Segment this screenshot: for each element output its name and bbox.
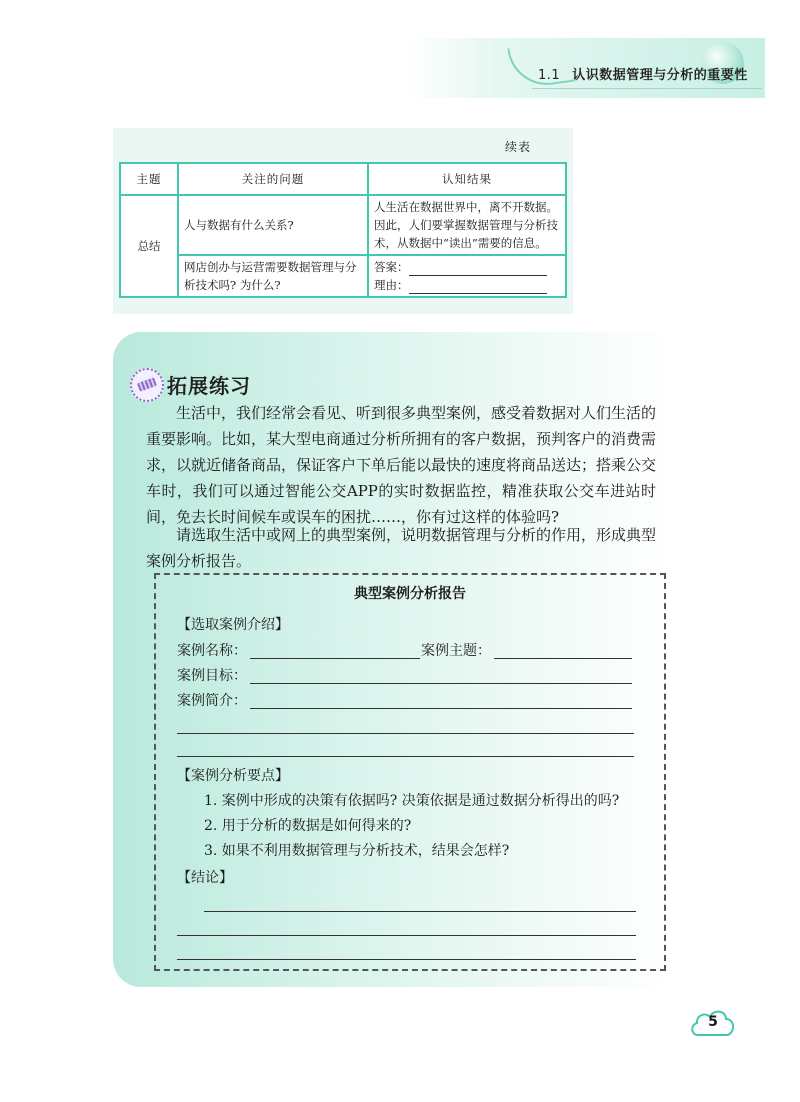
keyboard-icon xyxy=(130,368,164,402)
case-intro-blank-2[interactable] xyxy=(177,733,634,734)
table-header-row xyxy=(120,163,566,195)
section-title: 认识数据管理与分析的重要性 xyxy=(572,68,748,83)
table-row xyxy=(120,195,566,255)
reason-label: 理由： xyxy=(374,278,409,292)
header-underline xyxy=(532,88,762,89)
section-conclusion: 【结论】 xyxy=(177,870,233,886)
continued-label: 续表 xyxy=(505,140,532,154)
analysis-point-1: 1. 案例中形成的决策有依据吗? 决策依据是通过数据分析得出的吗? xyxy=(204,793,620,809)
exercise-paragraph-2: 请选取生活中或网上的典型案例，说明数据管理与分析的作用，形成典型案例分析报告。 xyxy=(146,526,657,570)
case-goal-label: 案例目标： xyxy=(177,668,247,684)
conclusion-blank-3[interactable] xyxy=(177,959,636,960)
case-goal-blank[interactable] xyxy=(250,683,632,684)
section-header xyxy=(538,64,748,83)
case-name-blank[interactable] xyxy=(250,658,420,659)
report-title: 典型案例分析报告 xyxy=(354,586,466,602)
case-intro-blank[interactable] xyxy=(250,708,632,709)
section-case-intro: 【选取案例介绍】 xyxy=(177,617,289,633)
exercise-title: 拓展练习 xyxy=(167,374,251,398)
exercise-paragraph-1: 生活中，我们经常会看见、听到很多典型案例，感受着数据对人们生活的重要影响。比如，某大型电商通过分析所拥有的客户数据，预判客户的消费需求，以就近储备商品，保证客户下单后能以最快的速度将商品送达；搭乘公交车时，我们可以通过智能公交APP的实时数据监控，精准获取公交车进站时间，免去长时间候车或误车的困扰……，你有过这样的体验吗? xyxy=(146,404,657,526)
answer-blank[interactable] xyxy=(409,263,547,276)
table-row xyxy=(120,255,566,297)
continued-table xyxy=(119,162,567,298)
analysis-point-2: 2. 用于分析的数据是如何得来的? xyxy=(204,818,412,834)
header-question: 关注的问题 xyxy=(178,163,368,195)
section-analysis-points: 【案例分析要点】 xyxy=(177,768,289,784)
question-cell: 人与数据有什么关系? xyxy=(178,195,368,255)
analysis-point-3: 3. 如果不利用数据管理与分析技术，结果会怎样? xyxy=(204,843,510,859)
answer-label: 答案： xyxy=(374,260,409,274)
header-result: 认知结果 xyxy=(368,163,566,195)
case-intro-label: 案例简介： xyxy=(177,693,247,709)
result-cell: 人生活在数据世界中，离不开数据。因此，人们要掌握数据管理与分析技术，从数据中“读出”需要的信息。 xyxy=(368,195,566,255)
page-number: 5 xyxy=(708,1014,718,1030)
topic-cell: 总结 xyxy=(120,195,178,297)
case-theme-label: 案例主题： xyxy=(421,643,491,659)
case-intro-blank-3[interactable] xyxy=(177,756,634,757)
case-name-label: 案例名称： xyxy=(177,643,247,659)
case-theme-blank[interactable] xyxy=(494,658,632,659)
reason-blank[interactable] xyxy=(409,281,547,294)
answer-cell xyxy=(368,255,566,297)
header-topic: 主题 xyxy=(120,163,178,195)
conclusion-blank-1[interactable] xyxy=(204,911,636,912)
section-number: 1.1 xyxy=(538,68,561,83)
conclusion-blank-2[interactable] xyxy=(177,935,636,936)
question-cell: 网店创办与运营需要数据管理与分析技术吗? 为什么? xyxy=(178,255,368,297)
